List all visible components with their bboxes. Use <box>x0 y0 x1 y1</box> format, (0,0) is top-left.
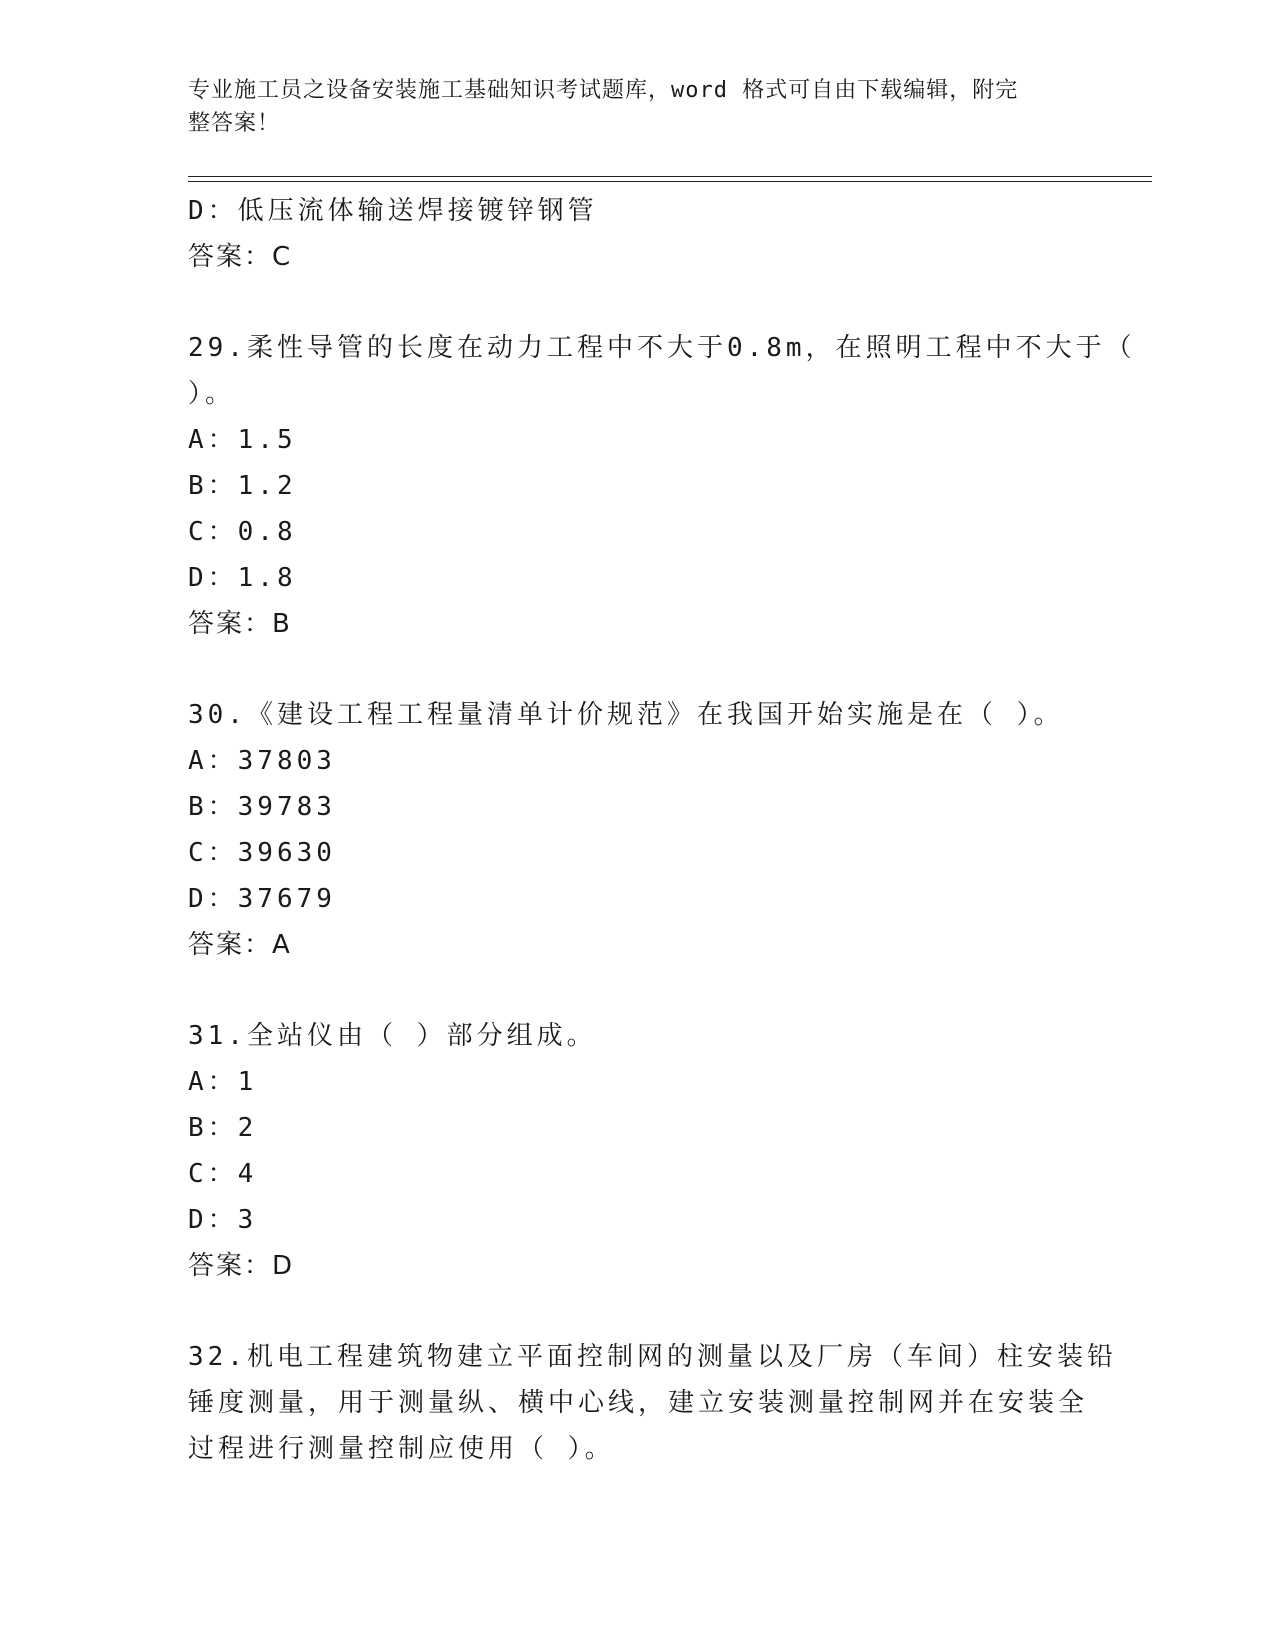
header-line-2: 整答案！ <box>188 111 281 136</box>
question-29 <box>188 325 1136 647</box>
spacer <box>188 280 1088 325</box>
option-b: B：39783 <box>188 792 336 822</box>
document-header <box>188 74 1068 140</box>
question-stem: 32.机电工程建筑物建立平面控制网的测量以及厂房（车间）柱安装铅 <box>188 1342 1117 1372</box>
option-a: A：37803 <box>188 746 336 776</box>
answer: 答案：D <box>188 1251 295 1281</box>
answer: 答案：B <box>188 609 292 639</box>
option-c: C：39630 <box>188 838 336 868</box>
question-stem-continued: 锤度测量，用于测量纵、横中心线，建立安装测量控制网并在安装全 <box>188 1388 1089 1418</box>
question-28 <box>188 188 1088 280</box>
option-b: B：2 <box>188 1113 258 1143</box>
option-d: D：3 <box>188 1205 258 1235</box>
spacer <box>188 968 1088 1013</box>
answer: 答案：C <box>188 242 293 272</box>
question-stem-continued: 过程进行测量控制应使用（ ）。 <box>188 1434 615 1464</box>
header-line-1: 专业施工员之设备安装施工基础知识考试题库，word 格式可自由下载编辑，附完 <box>188 78 1019 103</box>
header-divider-bottom <box>188 181 1152 182</box>
option-d: D：37679 <box>188 884 336 914</box>
question-31 <box>188 1013 1088 1289</box>
question-stem: 31.全站仪由（ ）部分组成。 <box>188 1021 597 1051</box>
option-c: C：4 <box>188 1159 258 1189</box>
spacer <box>188 647 1088 692</box>
option-c: C：0.8 <box>188 517 297 547</box>
question-list <box>188 188 1136 1472</box>
question-stem: 30.《建设工程工程量清单计价规范》在我国开始实施是在（ ）。 <box>188 700 1064 730</box>
question-30 <box>188 692 1088 968</box>
option-d: D：低压流体输送焊接镀锌钢管 <box>188 196 598 226</box>
question-32 <box>188 1334 1117 1472</box>
option-a: A：1.5 <box>188 425 297 455</box>
answer: 答案：A <box>188 930 292 960</box>
option-d: D：1.8 <box>188 563 297 593</box>
spacer <box>188 1289 1088 1334</box>
question-stem-continued: ）。 <box>188 379 236 409</box>
option-b: B：1.2 <box>188 471 297 501</box>
question-stem: 29.柔性导管的长度在动力工程中不大于0.8m，在照明工程中不大于（ <box>188 333 1136 363</box>
header-divider-top <box>188 176 1152 177</box>
option-a: A：1 <box>188 1067 258 1097</box>
